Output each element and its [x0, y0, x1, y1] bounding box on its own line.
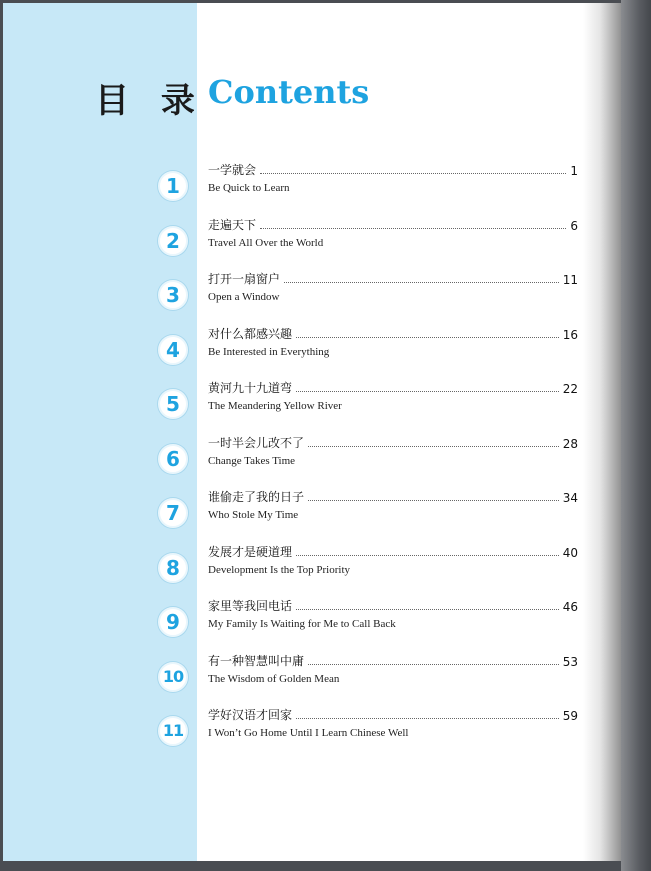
chapter-title-chinese: 打开一扇窗户: [208, 272, 281, 286]
dot-leader: [308, 445, 559, 447]
chapter-number-badge: 5: [158, 389, 188, 419]
chapter-title-english: The Meandering Yellow River: [208, 400, 342, 412]
chapter-title-chinese: 黄河九十九道弯: [208, 381, 293, 395]
chapter-title-english: Open a Window: [208, 291, 280, 303]
page-number: 6: [570, 219, 578, 233]
chapter-number-badge: 4: [158, 335, 188, 365]
chapter-number-badge: 7: [158, 498, 188, 528]
dot-leader: [296, 336, 559, 338]
title-english: Contents: [208, 73, 370, 111]
dot-leader: [308, 499, 559, 501]
chapter-title-english: The Wisdom of Golden Mean: [208, 673, 340, 685]
toc-entry-line: [208, 324, 578, 342]
toc-entry[interactable]: [3, 269, 621, 323]
toc-entry-line: [208, 542, 578, 560]
toc-entry-line: [208, 160, 578, 178]
chapter-title-english: Who Stole My Time: [208, 509, 299, 521]
chapter-title-english: Travel All Over the World: [208, 237, 324, 249]
toc-entry[interactable]: [3, 705, 621, 759]
title-chinese: 目 录: [95, 81, 205, 121]
toc-entry[interactable]: [3, 487, 621, 541]
dot-leader: [308, 663, 559, 665]
chapter-number-badge: 6: [158, 444, 188, 474]
toc-entry-line: [208, 269, 578, 287]
page-number: 16: [562, 328, 578, 342]
document-page: [3, 3, 621, 861]
chapter-title-chinese: 发展才是硬道理: [208, 545, 293, 559]
toc-entry[interactable]: [3, 160, 621, 214]
dot-leader: [296, 554, 559, 556]
page-number: 59: [562, 709, 578, 723]
dot-leader: [260, 227, 566, 229]
page-number: 22: [562, 382, 578, 396]
toc-entry-line: [208, 596, 578, 614]
page-number: 28: [562, 437, 578, 451]
toc-entry-line: [208, 215, 578, 233]
chapter-title-chinese: 对什么都感兴趣: [208, 327, 293, 341]
chapter-title-english: I Won’t Go Home Until I Learn Chinese Well: [208, 727, 409, 739]
toc-entry[interactable]: [3, 596, 621, 650]
toc-entry-line: [208, 651, 578, 669]
dot-leader: [296, 717, 559, 719]
chapter-number-badge: 11: [158, 716, 188, 746]
page-edge-shadow: [583, 3, 621, 861]
dot-leader: [296, 390, 559, 392]
chapter-title-chinese: 家里等我回电话: [208, 599, 293, 613]
chapter-title-english: Be Interested in Everything: [208, 346, 330, 358]
chapter-title-chinese: 一学就会: [208, 163, 257, 177]
chapter-title-english: Be Quick to Learn: [208, 182, 290, 194]
chapter-number-badge: 8: [158, 553, 188, 583]
toc-entry[interactable]: [3, 378, 621, 432]
toc-entry-line: [208, 705, 578, 723]
chapter-title-chinese: 走遍天下: [208, 218, 257, 232]
chapter-title-chinese: 学好汉语才回家: [208, 708, 293, 722]
toc-entry[interactable]: [3, 324, 621, 378]
chapter-number-badge: 3: [158, 280, 188, 310]
chapter-number-badge: 10: [158, 662, 188, 692]
toc-entry-line: [208, 487, 578, 505]
chapter-number-badge: 2: [158, 226, 188, 256]
page-number: 40: [562, 546, 578, 560]
toc-entry[interactable]: [3, 542, 621, 596]
toc-entry[interactable]: [3, 433, 621, 487]
chapter-title-chinese: 一时半会儿改不了: [208, 436, 305, 450]
dot-leader: [296, 608, 559, 610]
chapter-title-english: Development Is the Top Priority: [208, 564, 351, 576]
page-number: 11: [562, 273, 578, 287]
chapter-title-english: My Family Is Waiting for Me to Call Back: [208, 618, 396, 630]
toc-entry-line: [208, 433, 578, 451]
viewer-edge: [621, 0, 651, 871]
chapter-number-badge: 1: [158, 171, 188, 201]
page-number: 1: [570, 164, 578, 178]
page-number: 46: [562, 600, 578, 614]
toc-entry-line: [208, 378, 578, 396]
chapter-title-chinese: 谁偷走了我的日子: [208, 490, 305, 504]
page-number: 53: [562, 655, 578, 669]
dot-leader: [260, 172, 566, 174]
chapter-title-chinese: 有一种智慧叫中庸: [208, 654, 305, 668]
toc-entry[interactable]: [3, 215, 621, 269]
chapter-number-badge: 9: [158, 607, 188, 637]
dot-leader: [284, 281, 559, 283]
toc-entry[interactable]: [3, 651, 621, 705]
page-number: 34: [562, 491, 578, 505]
chapter-title-english: Change Takes Time: [208, 455, 296, 467]
